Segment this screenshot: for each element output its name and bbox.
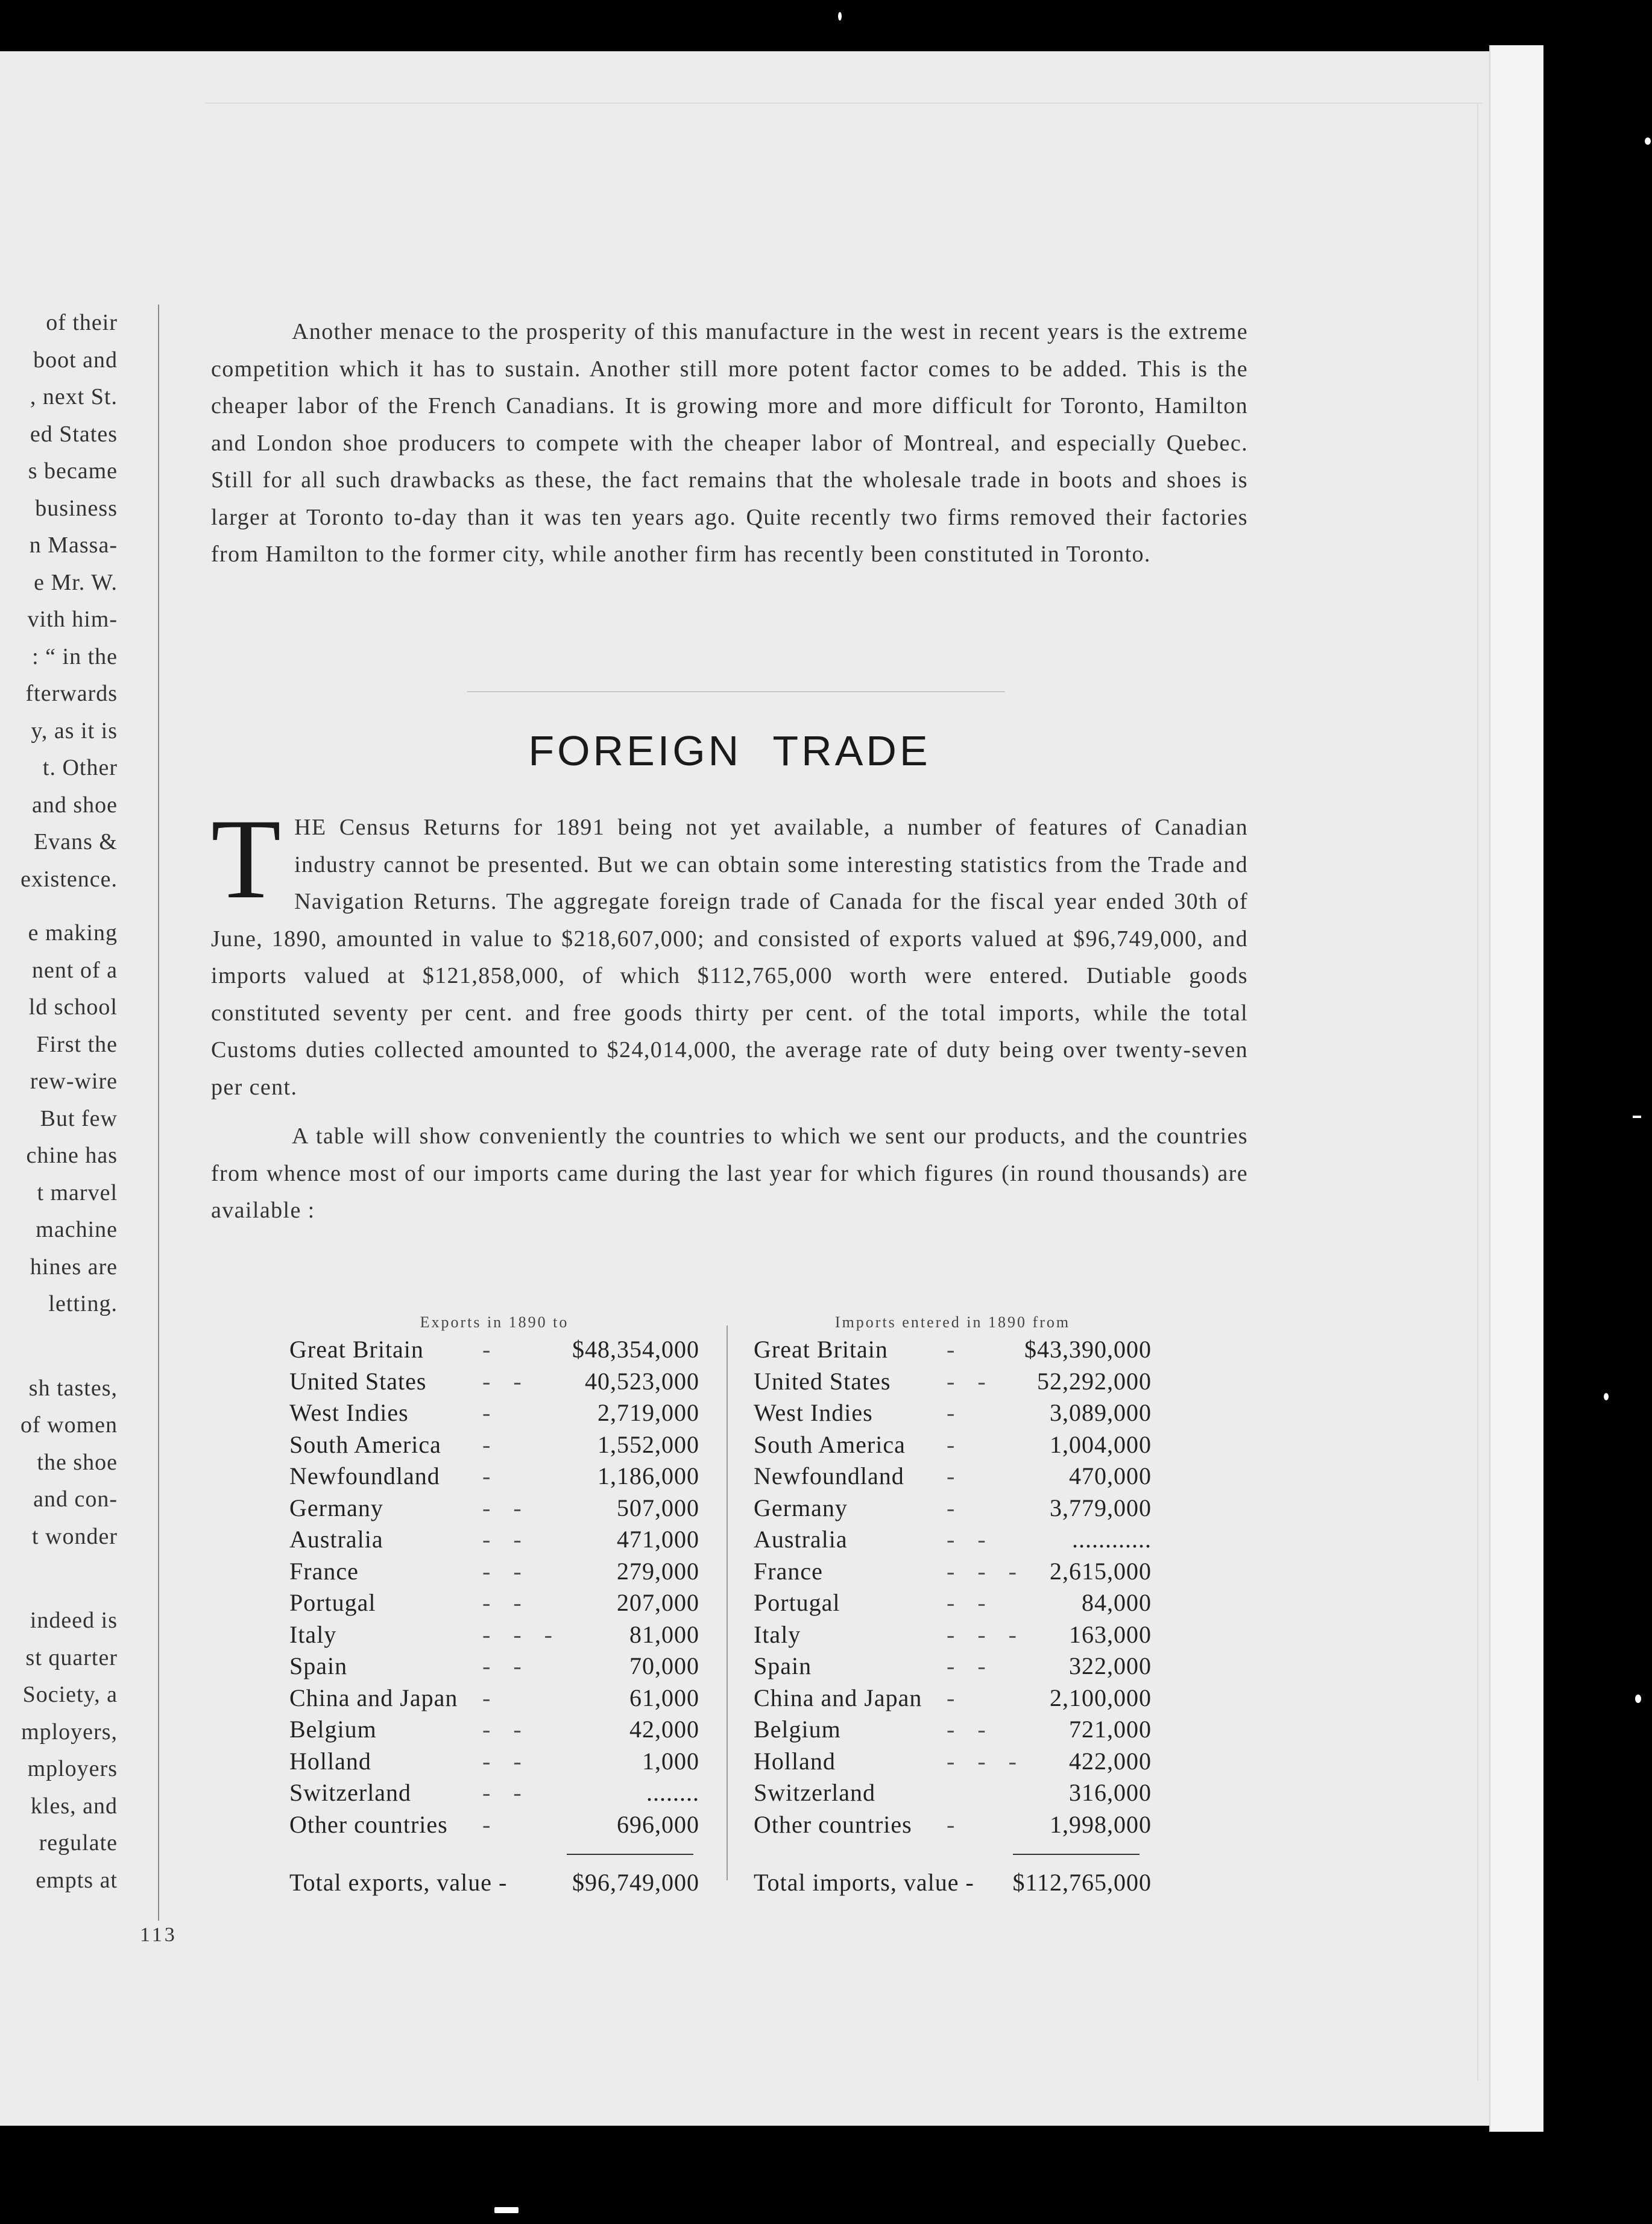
fragment-line: t. Other (42, 755, 118, 780)
export-value: 507,000 (617, 1494, 699, 1521)
exports-sum-rule (567, 1854, 693, 1855)
fragment-line: business (35, 495, 118, 521)
fragment-line: boot and (33, 347, 118, 373)
export-value: 696,000 (617, 1810, 699, 1838)
import-country: United States (754, 1367, 891, 1395)
imports-sum-rule (1013, 1854, 1140, 1855)
fragment-line: s became (28, 458, 118, 484)
fragment-line: existence. (20, 866, 118, 892)
export-leader: - - (482, 1494, 530, 1521)
import-row (754, 1587, 1152, 1619)
fragment-line: rew-wire (30, 1069, 118, 1094)
scan-speck (838, 12, 842, 21)
export-leader: - (482, 1430, 499, 1458)
fragment-gap (0, 1555, 118, 1602)
export-value: ........ (646, 1779, 699, 1806)
fragment-line: kles, and (30, 1793, 118, 1819)
fragment-line: and shoe (31, 792, 118, 818)
fragment-line: e making (28, 920, 118, 946)
import-country: Spain (754, 1652, 812, 1679)
export-value: 1,000 (642, 1747, 699, 1775)
scan-speck (494, 2207, 519, 2213)
import-leader: - - (947, 1589, 994, 1616)
intro-section (211, 314, 1248, 573)
export-country: France (289, 1557, 359, 1585)
export-value: 207,000 (617, 1589, 699, 1616)
export-row (289, 1334, 699, 1366)
import-value: 3,089,000 (1050, 1399, 1152, 1426)
export-country: China and Japan (289, 1684, 458, 1711)
fragment-line: st quarter (25, 1644, 118, 1670)
foreign-trade-section (211, 796, 1248, 1242)
export-row (289, 1397, 699, 1429)
import-leader: - - - (947, 1557, 1025, 1585)
import-leader: - - (947, 1716, 994, 1743)
fragment-line: vith him- (27, 607, 118, 632)
import-leader: - (947, 1430, 963, 1458)
fragment-line: empts at (36, 1867, 118, 1893)
export-value: 279,000 (617, 1557, 699, 1585)
export-leader: - - - (482, 1620, 561, 1648)
export-row (289, 1714, 699, 1746)
fragment-line: t wonder (31, 1523, 118, 1549)
import-country: France (754, 1557, 823, 1585)
import-leader: - - - (947, 1620, 1025, 1648)
export-country: Portugal (289, 1589, 376, 1616)
export-row (289, 1493, 699, 1524)
export-leader: - - (482, 1779, 530, 1806)
import-country: Australia (754, 1526, 848, 1553)
fragment-line: But few (40, 1105, 118, 1131)
import-row (754, 1366, 1152, 1398)
export-country: Spain (289, 1652, 348, 1679)
export-leader: - - (482, 1747, 530, 1775)
trade-paragraph: HE Census Returns for 1891 being not yet available, a number of features of Canadian industry cannot be presented. But we can obtain some interesting statistics from the Trade and Navigation Returns. The aggregate foreign trade of Canada for the fiscal year ended 30th of June, 1890, amounted in value to $218,607,000; and consisted of exports valued at $96,749,000, and imports valued at $121,858,000, of which $112,765,000 worth were entered. Dutiable goods constituted seventy per cent. and free goods thirty per cent. of the total imports, while the total Customs duties collected amounted to $24,014,000, the average rate of duty being over twenty-seven per cent. (211, 815, 1248, 1100)
export-leader: - - (482, 1526, 530, 1553)
export-row (289, 1524, 699, 1556)
fragment-line: Society, a (22, 1682, 118, 1707)
fragment-line: sh tastes, (28, 1375, 118, 1401)
import-row (754, 1334, 1152, 1366)
export-value: 2,719,000 (597, 1399, 699, 1426)
export-row (289, 1651, 699, 1682)
export-value: 40,523,000 (585, 1367, 699, 1395)
import-row (754, 1682, 1152, 1714)
import-country: Switzerland (754, 1779, 876, 1806)
fragment-line: fterwards (25, 681, 118, 706)
import-leader: - (947, 1462, 963, 1490)
export-leader: - - (482, 1557, 530, 1585)
import-country: Belgium (754, 1716, 841, 1743)
export-value: 81,000 (629, 1620, 699, 1648)
exports-table (289, 1313, 699, 1840)
section-title: FOREIGN TRADE (528, 727, 931, 774)
fragment-line: First the (36, 1031, 118, 1057)
fragment-line: mployers (27, 1756, 118, 1781)
import-leader: - (947, 1810, 963, 1838)
export-country: West Indies (289, 1399, 409, 1426)
fragment-line: machine (36, 1217, 118, 1242)
export-value: 1,552,000 (597, 1430, 699, 1458)
section-separator (467, 691, 1005, 692)
import-value: 84,000 (1082, 1589, 1152, 1616)
exports-heading: Exports in 1890 to (420, 1313, 569, 1331)
table-divider (727, 1325, 728, 1880)
export-country: Belgium (289, 1716, 377, 1743)
imports-table (754, 1313, 1152, 1840)
fragment-line: e Mr. W. (34, 569, 118, 595)
import-leader: - - (947, 1526, 994, 1553)
import-country: West Indies (754, 1399, 873, 1426)
fragment-line: n Massa- (29, 532, 118, 558)
fragment-line: of women (20, 1412, 118, 1438)
import-value: 470,000 (1069, 1462, 1152, 1490)
import-leader: - (947, 1399, 963, 1426)
import-country: Newfoundland (754, 1462, 904, 1490)
imports-heading: Imports entered in 1890 from (834, 1313, 1071, 1331)
export-value: 61,000 (629, 1684, 699, 1711)
scan-speck (1633, 1116, 1641, 1118)
export-row (289, 1746, 699, 1778)
fragment-line: mployers, (21, 1719, 118, 1745)
import-country: China and Japan (754, 1684, 922, 1711)
import-row (754, 1714, 1152, 1746)
import-row (754, 1746, 1152, 1778)
import-row (754, 1651, 1152, 1682)
fragment-line: hines are (30, 1254, 118, 1280)
import-country: Portugal (754, 1589, 840, 1616)
import-value: ............ (1072, 1526, 1152, 1553)
export-value: 471,000 (617, 1526, 699, 1553)
fragment-line: indeed is (30, 1608, 118, 1633)
scan-speck (1645, 137, 1651, 145)
export-country: Holland (289, 1747, 371, 1775)
import-row (754, 1397, 1152, 1429)
import-value: 163,000 (1069, 1620, 1152, 1648)
import-row (754, 1777, 1152, 1809)
import-leader: - (947, 1684, 963, 1711)
imports-total-row (754, 1868, 1152, 1897)
import-row (754, 1493, 1152, 1524)
import-leader: - - - (947, 1747, 1025, 1775)
export-country: Germany (289, 1494, 383, 1521)
imports-total-value: $112,765,000 (1012, 1869, 1152, 1896)
imports-rows (754, 1334, 1152, 1840)
export-row (289, 1429, 699, 1461)
import-country: Holland (754, 1747, 836, 1775)
import-country: Italy (754, 1620, 801, 1648)
import-value: 1,998,000 (1050, 1810, 1152, 1838)
import-value: 2,100,000 (1050, 1684, 1152, 1711)
plate-border-right (1477, 103, 1478, 2080)
export-leader: - - (482, 1589, 530, 1616)
scan-speck (1635, 1695, 1641, 1703)
export-value: $48,354,000 (572, 1336, 699, 1363)
import-country: South America (754, 1430, 906, 1458)
export-row (289, 1619, 699, 1651)
export-row (289, 1682, 699, 1714)
fragment-line: the shoe (37, 1449, 118, 1475)
import-row (754, 1556, 1152, 1588)
import-value: 422,000 (1069, 1747, 1152, 1775)
fragment-gap (0, 898, 118, 915)
fragment-line: ed States (30, 421, 118, 447)
import-country: Germany (754, 1494, 848, 1521)
export-leader: - (482, 1684, 499, 1711)
intro-paragraph: Another menace to the prosperity of this manufacture in the west in recent years is the extreme competition which it has to sustain. Another still more potent factor comes to be added. This is the cheaper labor of the French Canadians. It is growing more and more difficult for Toronto, Hamilton and London shoe producers to compete with the cheaper labor of Montreal, and especially Quebec. Still for all such drawbacks as these, the fact remains that the wholesale trade in boots and shoes is larger at Toronto to-day than it was ten years ago. Quite recently two firms removed their factories from Hamilton to the former city, while another firm has recently been constituted in Toronto. (211, 319, 1248, 567)
export-country: United States (289, 1367, 427, 1395)
import-value: 52,292,000 (1037, 1367, 1152, 1395)
trade-tables (283, 1313, 1182, 1904)
export-value: 1,186,000 (597, 1462, 699, 1490)
export-leader: - (482, 1462, 499, 1490)
table-intro-paragraph: A table will show conveniently the countries to which we sent our products, and the countries from whence most of our imports came during the last year for which figures (in round thousands) are available : (211, 1123, 1248, 1223)
imports-total-label: Total imports, value - (754, 1869, 974, 1896)
import-leader: - - (947, 1367, 994, 1395)
fragment-line: of their (46, 310, 118, 335)
fragment-line: Evans & (34, 829, 118, 855)
export-value: 42,000 (629, 1716, 699, 1743)
export-leader: - (482, 1336, 499, 1363)
import-value: 322,000 (1069, 1652, 1152, 1679)
fragment-line: : “ in the (32, 643, 118, 669)
plate-border-top (205, 103, 1482, 104)
import-value: 3,779,000 (1050, 1494, 1152, 1521)
fragment-gap (0, 1323, 118, 1370)
export-country: Switzerland (289, 1779, 412, 1806)
export-row (289, 1777, 699, 1809)
export-country: Australia (289, 1526, 383, 1553)
export-row (289, 1461, 699, 1493)
drop-cap: T (211, 796, 282, 923)
export-leader: - (482, 1810, 499, 1838)
exports-total-row (289, 1868, 699, 1897)
export-row (289, 1556, 699, 1588)
import-value: 316,000 (1069, 1779, 1152, 1806)
fragment-line: y, as it is (31, 718, 118, 744)
scan-speck (1604, 1393, 1609, 1400)
import-value: 2,615,000 (1050, 1557, 1152, 1585)
export-row (289, 1587, 699, 1619)
exports-total-label: Total exports, value - (289, 1869, 508, 1896)
export-country: Newfoundland (289, 1462, 440, 1490)
import-value: $43,390,000 (1024, 1336, 1152, 1363)
fragment-line: t marvel (37, 1180, 118, 1205)
import-country: Great Britain (754, 1336, 888, 1363)
import-row (754, 1619, 1152, 1651)
column-rule (158, 305, 159, 1921)
fragment-line: and con- (33, 1486, 118, 1512)
export-leader: - - (482, 1652, 530, 1679)
fragment-line: nent of a (32, 957, 118, 983)
export-country: Italy (289, 1620, 337, 1648)
import-leader: - - (947, 1652, 994, 1679)
export-country: South America (289, 1430, 441, 1458)
previous-column-fragment (0, 305, 118, 1933)
export-row (289, 1809, 699, 1841)
export-leader: - - (482, 1367, 530, 1395)
import-value: 1,004,000 (1050, 1430, 1152, 1458)
fragment-line: chine has (26, 1143, 118, 1168)
page-edge (1489, 45, 1543, 2132)
export-value: 70,000 (629, 1652, 699, 1679)
export-country: Other countries (289, 1810, 448, 1838)
exports-rows (289, 1334, 699, 1840)
import-country: Other countries (754, 1810, 912, 1838)
import-row (754, 1809, 1152, 1841)
page-number: 113 (140, 1924, 177, 1946)
export-leader: - (482, 1399, 499, 1426)
export-country: Great Britain (289, 1336, 424, 1363)
fragment-line: letting. (48, 1291, 118, 1316)
import-row (754, 1461, 1152, 1493)
import-leader: - (947, 1494, 963, 1521)
fragment-line: , next St. (30, 384, 118, 409)
export-row (289, 1366, 699, 1398)
import-row (754, 1524, 1152, 1556)
fragment-line: regulate (39, 1830, 118, 1856)
export-leader: - - (482, 1716, 530, 1743)
import-row (754, 1429, 1152, 1461)
import-value: 721,000 (1069, 1716, 1152, 1743)
fragment-line: ld school (28, 994, 118, 1020)
import-leader: - (947, 1336, 963, 1363)
exports-total-value: $96,749,000 (572, 1869, 699, 1896)
